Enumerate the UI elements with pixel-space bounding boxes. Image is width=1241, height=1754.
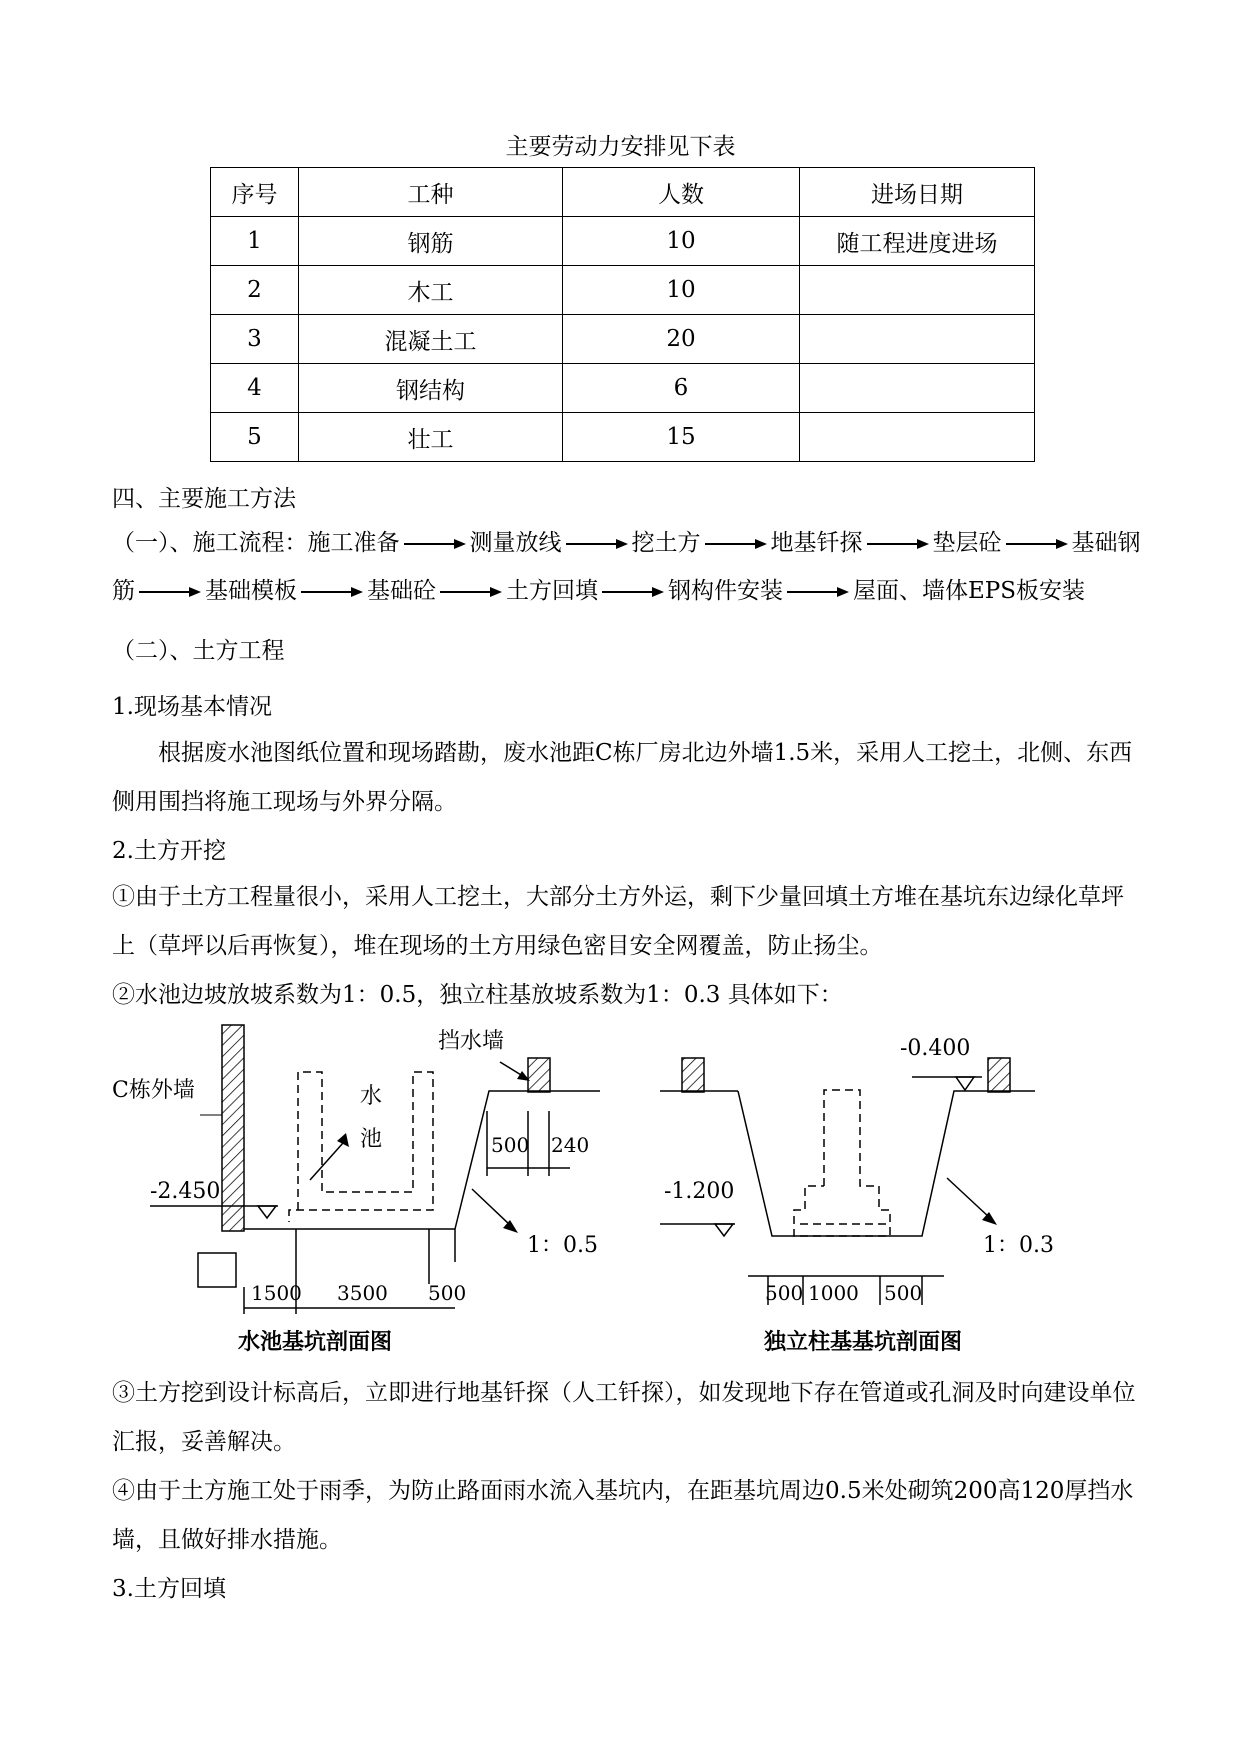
cell-index: 1 [211,217,299,266]
cell-count: 20 [563,315,800,364]
cell-trade: 钢筋 [299,217,563,266]
excavation-item-4: ④由于土方施工处于雨季，为防止路面雨水流入基坑内，在距基坑周边0.5米处砌筑200高120厚挡水墙，且做好排水措施。 [112,1478,1134,1553]
backfill-heading: 3.土方回填 [112,1576,226,1602]
pool-label-2: 池 [360,1127,383,1152]
column-dim-3: 500 [884,1281,923,1305]
dim-top-2: 240 [551,1133,590,1157]
flow-step: 挖土方 [631,530,701,556]
retaining-wall [528,1058,550,1092]
dim-bottom-1: 1500 [251,1281,302,1305]
dim-bottom-2: 3500 [337,1281,388,1305]
pool-slope: 1：0.5 [527,1233,598,1258]
cell-trade: 木工 [299,266,563,315]
pool-label-1: 水 [360,1084,383,1109]
cell-index: 2 [211,266,299,315]
dim-top-1: 500 [491,1133,530,1157]
column-elevation-bottom: -1.200 [664,1179,735,1204]
excavation-heading: 2.土方开挖 [112,838,226,864]
cell-trade: 混凝土工 [299,315,563,364]
column-dim-1: 500 [765,1281,804,1305]
pool-elevation: -2.450 [150,1179,221,1204]
table-title: 主要劳动力安排见下表 [505,134,736,160]
flow-step: 钢构件安装 [668,578,783,604]
cell-count: 6 [563,364,800,413]
flow-step: 基础模板 [205,578,297,604]
retaining-wall-left [682,1058,704,1092]
column-slope: 1：0.3 [983,1233,1054,1258]
section-heading: 四、主要施工方法 [112,486,296,512]
excavation-item-3: ③土方挖到设计标高后，立即进行地基钎探（人工钎探），如发现地下存在管道或孔洞及时向建设单位汇报，妥善解决。 [112,1380,1136,1455]
site-heading: 1.现场基本情况 [112,694,272,720]
flow-step: 基础砼 [367,578,436,604]
cell-date: 随工程进度进场 [800,217,1035,266]
flow-step: 测量放线 [469,530,562,556]
building-wall [222,1025,244,1231]
flow-step: 地基钎探 [770,530,863,556]
pool-pit-diagram [112,1025,600,1314]
column-diagram-caption: 独立柱基基坑剖面图 [764,1329,963,1355]
wall-footing [198,1253,236,1287]
flow-prefix: （一）、施工流程： [112,530,308,556]
flow-step: 屋面、墙体EPS板安装 [853,578,1086,604]
header-count: 人数 [563,168,800,217]
flow-step: 土方回填 [506,578,598,604]
cell-index: 4 [211,364,299,413]
cell-index: 5 [211,413,299,462]
cell-count: 10 [563,266,800,315]
wall-label: C栋外墙 [112,1078,195,1103]
header-index: 序号 [211,168,299,217]
column-dim-2: 1000 [808,1281,859,1305]
cell-count: 10 [563,217,800,266]
pool-diagram-caption: 水池基坑剖面图 [238,1329,393,1355]
flow-step: 基础钢筋 [112,530,1141,604]
header-date: 进场日期 [800,168,1035,217]
retaining-wall-right [988,1058,1010,1092]
header-trade: 工种 [299,168,563,217]
earthwork-heading: （二）、土方工程 [112,638,285,664]
flow-step: 施工准备 [307,530,400,556]
site-paragraph: 根据废水池图纸位置和现场踏勘，废水池距C栋厂房北边外墙1.5米，采用人工挖土，北侧、东西侧用围挡将施工现场与外界分隔。 [112,740,1133,815]
cell-count: 15 [563,413,800,462]
excavation-item-2: ②水池边坡放坡系数为1：0.5，独立柱基放坡系数为1：0.3 具体如下： [112,982,843,1008]
cell-trade: 壮工 [299,413,563,462]
cell-index: 3 [211,315,299,364]
retaining-wall-label: 挡水墙 [438,1029,505,1054]
dim-bottom-3: 500 [428,1281,467,1305]
column-elevation-top: -0.400 [900,1036,971,1061]
excavation-item-1: ①由于土方工程量很小，采用人工挖土，大部分土方外运，剩下少量回填土方堆在基坑东边绿化草坪上（草坪以后再恢复），堆在现场的土方用绿色密目安全网覆盖，防止扬尘。 [112,884,1124,959]
cell-trade: 钢结构 [299,364,563,413]
column-pit-diagram [660,1036,1054,1305]
flow-step: 垫层砼 [932,530,1002,556]
